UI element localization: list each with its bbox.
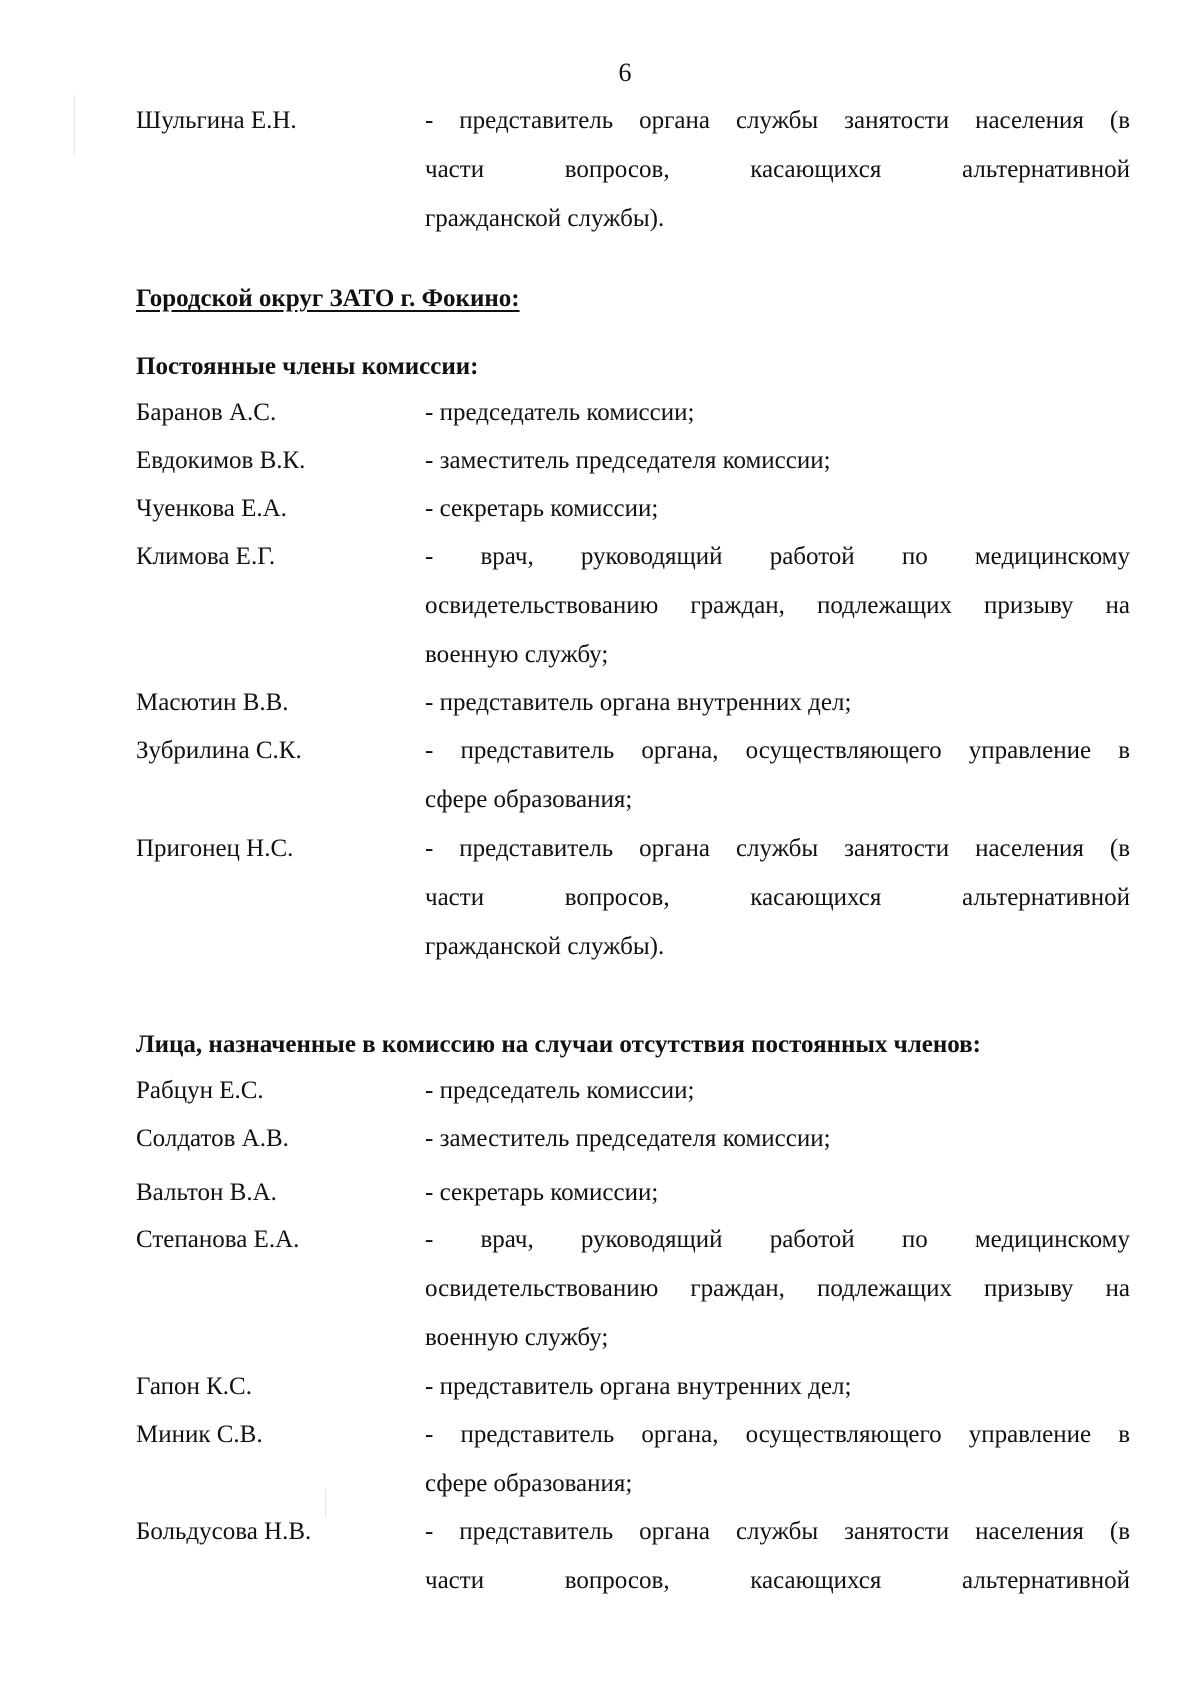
- member-description-line: сфере образования;: [425, 786, 633, 813]
- member-description-line: военную службу;: [425, 641, 609, 668]
- member-name: Пригонец Н.С.: [136, 835, 294, 862]
- scan-artifact: [325, 1490, 326, 1515]
- member-description-line: - представитель органа, осуществляющего управление в: [425, 737, 1130, 764]
- member-description-line: - врач, руководящий работой по медицинскому: [425, 543, 1130, 570]
- member-description-line: - представитель органа службы занятости населения (в: [425, 1518, 1130, 1545]
- member-description-line: - представитель органа внутренних дел;: [425, 1373, 852, 1400]
- member-description-line: освидетельствованию граждан, подлежащих призыву на: [425, 592, 1130, 619]
- member-name: Климова Е.Г.: [136, 543, 276, 570]
- member-description-line: части вопросов, касающихся альтернативной: [425, 884, 1130, 911]
- section-heading-substitutes: Лица, назначенные в комиссию на случаи отсутствия постоянных членов:: [136, 1031, 981, 1058]
- member-description-line: - врач, руководящий работой по медицинскому: [425, 1226, 1130, 1253]
- member-description-line: - представитель органа, осуществляющего управление в: [425, 1421, 1130, 1448]
- member-name: Гапон К.С.: [136, 1373, 252, 1400]
- section-heading-permanent: Постоянные члены комиссии:: [136, 353, 479, 380]
- member-description-line: - представитель органа службы занятости населения (в: [425, 107, 1130, 134]
- member-description-line: - секретарь комиссии;: [425, 495, 659, 522]
- page-number: 6: [618, 58, 632, 87]
- member-description-line: военную службу;: [425, 1324, 609, 1351]
- member-description-line: - заместитель председателя комиссии;: [425, 1125, 831, 1152]
- member-description-line: - председатель комиссии;: [425, 399, 695, 426]
- member-description-line: - заместитель председателя комиссии;: [425, 447, 831, 474]
- member-name: Степанова Е.А.: [136, 1226, 300, 1253]
- member-name: Евдокимов В.К.: [136, 447, 306, 474]
- member-name: Зубрилина С.К.: [136, 737, 302, 764]
- member-description-line: гражданской службы).: [425, 933, 665, 960]
- member-name: Рабцун Е.С.: [136, 1077, 264, 1104]
- member-description-line: части вопросов, касающихся альтернативной: [425, 156, 1130, 183]
- member-description-line: - председатель комиссии;: [425, 1077, 695, 1104]
- member-name: Шульгина Е.Н.: [136, 107, 297, 134]
- member-description-line: - представитель органа службы занятости населения (в: [425, 835, 1130, 862]
- scan-artifact: [74, 95, 75, 155]
- member-description-line: - секретарь комиссии;: [425, 1179, 659, 1206]
- member-description-line: части вопросов, касающихся альтернативной: [425, 1567, 1130, 1594]
- member-name: Больдусова Н.В.: [136, 1518, 312, 1545]
- member-name: Миник С.В.: [136, 1421, 263, 1448]
- member-name: Солдатов А.В.: [136, 1125, 289, 1152]
- member-description-line: гражданской службы).: [425, 205, 665, 232]
- member-name: Баранов А.С.: [136, 399, 277, 426]
- member-name: Вальтон В.А.: [136, 1179, 277, 1206]
- member-description-line: - представитель органа внутренних дел;: [425, 689, 852, 716]
- member-description-line: освидетельствованию граждан, подлежащих призыву на: [425, 1275, 1130, 1302]
- member-description-line: сфере образования;: [425, 1470, 633, 1497]
- member-name: Чуенкова Е.А.: [136, 495, 287, 522]
- member-name: Масютин В.В.: [136, 689, 289, 716]
- district-heading: Городской округ ЗАТО г. Фокино:: [136, 285, 520, 312]
